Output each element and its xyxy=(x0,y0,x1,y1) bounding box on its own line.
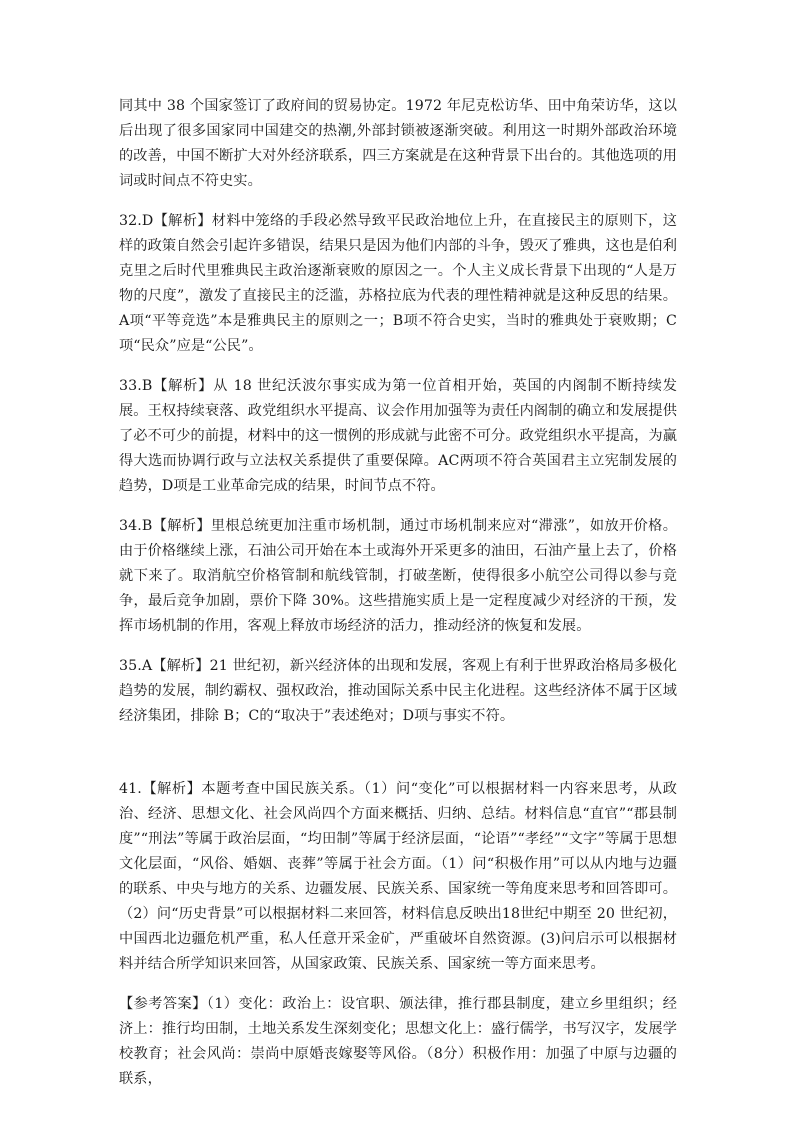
paragraph-question-32: 32.D【解析】材料中笼络的手段必然导致平民政治地位上升，在直接民主的原则下，这样的政策自然会引起许多错误，结果只是因为他们内部的斗争，毁灭了雅典，这也是伯利克里之后时代里雅典民主政治逐渐衰败的原因之一。个人主义成长背景下出现的“人是万物的尺度”，激发了直接民主的泛滥，苏格拉底为代表的理性精神就是这种反思的结果。A项“平等竞选”本是雅典民主的原则之一；B项不符合史实，当时的雅典处于衰败期；C项“民众”应是“公民”。 xyxy=(119,213,677,354)
paragraph-gap xyxy=(119,639,677,654)
document-page xyxy=(119,94,677,1092)
paragraph-question-33: 33.B【解析】从 18 世纪沃波尔事实成为第一位首相开始，英国的内阁制不断持续发展。王权持续衰落、政党组织水平提高、议会作用加强等为责任内阁制的确立和发展提供了必不可少的前提，材料中的这一惯例的形成就与此密不可分。政党组织水平提高，为赢得大选而协调行政与立法权关系提供了重要保障。AC两项不符合英国君主立宪制发展的趋势，D项是工业革命完成的结果，时间节点不符。 xyxy=(119,378,677,494)
paragraph-gap xyxy=(119,977,677,992)
paragraph-question-41: 41.【解析】本题考查中国民族关系。（1）问“变化”可以根据材料一内容来思考，从政治、经济、思想文化、社会风尚四个方面来概括、归纳、总结。材料信息“直官”“郡县制度”“刑法”等属于政治层面，“均田制”等属于经济层面，“论语”“孝经”“文字”等属于思想文化层面，“风俗、婚姻、丧葬”等属于社会方面。（1）问“积极作用”可以从内地与边疆的联系、中央与地方的关系、边疆发展、民族关系、国家统一等角度来思考和回答即可。（2）问“历史背景”可以根据材料二来回答，材料信息反映出18世纪中期至 20 世纪初，中国西北边疆危机严重，私人任意开采金矿，严重破坏自然资源。(3)问启示可以根据材料并结合所学知识来回答，从国家政策、民族关系、国家统一等方面来思考。 xyxy=(119,781,677,972)
paragraph-gap xyxy=(119,194,677,209)
section-gap xyxy=(119,729,677,777)
paragraph-31-continuation: 同其中 38 个国家签订了政府间的贸易协定。1972 年尼克松访华、田中角荣访华，这以后出现了很多国家同中国建交的热潮,外部封锁被逐渐突破。利用这一时期外部政治环境的改善，中国不断扩大对外经济联系，四三方案就是在这种背景下出台的。其他选项的用词或时间点不符史实。 xyxy=(119,98,677,189)
paragraph-gap xyxy=(119,359,677,374)
paragraph-reference-answer: 【参考答案】（1）变化：政治上：设官职、颁法律，推行郡县制度，建立乡里组织；经济上：推行均田制，土地关系发生深刻变化；思想文化上：盛行儒学，书写汉字，发展学校教育；社会风尚：崇尚中原婚丧嫁娶等风俗。（8分）积极作用：加强了中原与边疆的联系， xyxy=(119,996,677,1087)
paragraph-question-35: 35.A【解析】21 世纪初，新兴经济体的出现和发展，客观上有利于世界政治格局多极化趋势的发展，制约霸权、强权政治，推动国际关系中民主化进程。这些经济体不属于区域经济集团，排除 B；C的“取决于”表述绝对；D项与事实不符。 xyxy=(119,658,677,724)
paragraph-gap xyxy=(119,499,677,514)
paragraph-question-34: 34.B【解析】里根总统更加注重市场机制，通过市场机制来应对“滞涨”，如放开价格。由于价格继续上涨，石油公司开始在本土或海外开采更多的油田，石油产量上去了，价格就下来了。取消航空价格管制和航线管制，打破垄断，使得很多小航空公司得以参与竞争，最后竞争加剧，票价下降 30%。这些措施实质上是一定程度减少对经济的干预，发挥市场机制的作用，客观上释放市场经济的活力，推动经济的恢复和发展。 xyxy=(119,518,677,634)
